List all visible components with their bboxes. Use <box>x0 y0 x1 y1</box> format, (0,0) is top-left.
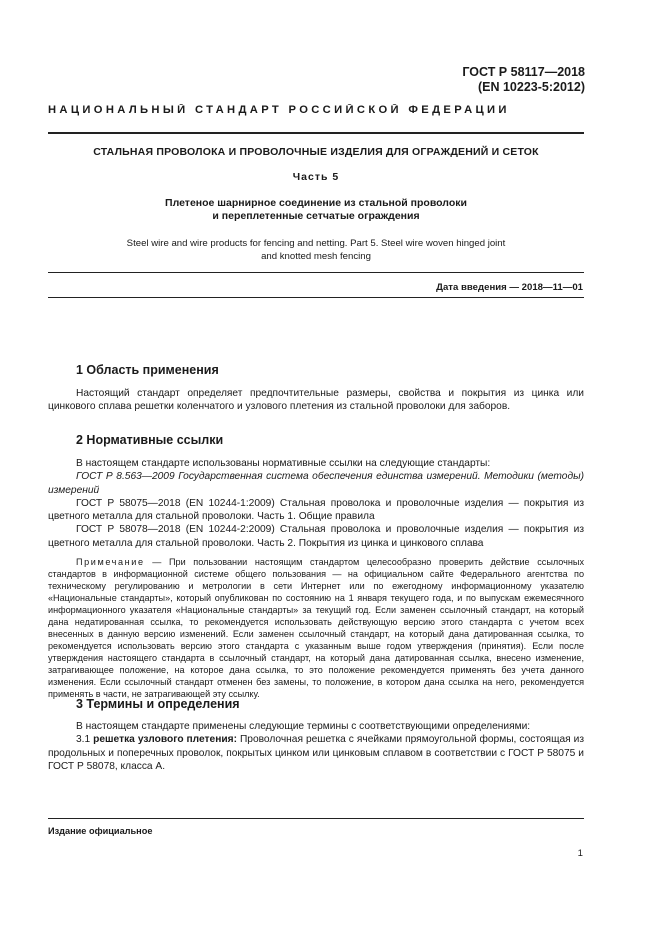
references-intro: В настоящем стандарте использованы нормативные ссылки на следующие стандарты: <box>76 458 491 469</box>
terms-intro: В настоящем стандарте применены следующие термины с соответствующими определениями: <box>76 721 531 732</box>
section-3-heading: 3 Термины и определения <box>76 697 240 711</box>
section-1-body <box>48 387 584 414</box>
term-name: решетка узлового плетения: <box>93 734 237 746</box>
title-divider <box>48 272 584 273</box>
date-divider <box>48 297 584 298</box>
doc-number-en: (EN 10223-5:2012) <box>477 80 585 94</box>
term-text: Проволочная решетка с ячейками прямоугольной формы, состоящая из продольных и поперечных проволок, покрытых цинком или цинковым сплавом в соответствии с ГОСТ Р 58075 и ГОСТ Р 58078, класса А. <box>48 734 584 772</box>
term-definition <box>48 733 584 773</box>
document-number <box>462 65 585 95</box>
section-3-body <box>48 720 584 773</box>
note-label: Примечание <box>76 557 145 567</box>
note-text: — При пользовании настоящим стандартом целесообразно проверить действие ссылочных стандартов в информационной системе общего пользования — на официальном сайте Федерального агентства по техническому регулированию и метрологии в сети Интернет или по ежегодному информационному указателю «Национальные стандарты», который опубликован по состоянию на 1 января текущего года, и по выпускам ежемесячного информационного указателя «Национальные стандарты» за текущий год. Если заменен ссылочный стандарт, на который дана недатированная ссылка, то рекомендуется использовать действующую версию этого стандарта с учетом всех внесенных в данную версию изменений. Если заменен ссылочный стандарт, на который дана датированная ссылка, то рекомендуется использовать версию этого стандарта с указанным выше годом утверждения (принятия). Если после утверждения настоящего стандарта в ссылочный стандарт, на который дана датированная ссылка, внесено изменение, затрагивающее положение, на которое дана ссылка, то это положение рекомендуется применять без учета данного изменения. Если ссылочный стандарт отменен без замены, то положение, в котором дана ссылка на него, рекомендуется применять в части, не затрагивающей эту ссылку. <box>48 557 584 699</box>
section-2-heading: 2 Нормативные ссылки <box>76 433 224 447</box>
header-divider <box>48 132 584 134</box>
part-number: Часть 5 <box>292 171 340 183</box>
section-1-heading: 1 Область применения <box>76 363 219 377</box>
note-block <box>48 556 584 700</box>
english-title-line-1: Steel wire and wire products for fencing and netting. Part 5. Steel wire woven hinged joint <box>126 238 506 249</box>
introduction-date: Дата введения — 2018—11—01 <box>436 282 583 293</box>
standard-title: СТАЛЬНАЯ ПРОВОЛОКА И ПРОВОЛОЧНЫЕ ИЗДЕЛИЯ ДЛЯ ОГРАЖДЕНИЙ И СЕТОК <box>93 146 539 158</box>
subtitle-line-2: и переплетенные сетчатые ограждения <box>212 210 420 222</box>
part-subtitle <box>48 197 584 223</box>
section-2-body <box>48 457 584 550</box>
national-standard-title: НАЦИОНАЛЬНЫЙ СТАНДАРТ РОССИЙСКОЙ ФЕДЕРАЦИИ <box>48 104 510 116</box>
doc-number-ru: ГОСТ Р 58117—2018 <box>462 65 585 79</box>
section-1-text: Настоящий стандарт определяет предпочтительные размеры, свойства и покрытия из цинка или цинкового сплава решетки коленчатого и узлового плетения из стальной проволоки для заборов. <box>48 388 584 413</box>
english-title <box>48 238 584 263</box>
english-title-line-2: and knotted mesh fencing <box>261 250 371 262</box>
subtitle-line-1: Плетеное шарнирное соединение из стальной проволоки <box>165 197 467 209</box>
reference-item: ГОСТ Р 58075—2018 (EN 10244-1:2009) Стальная проволока и проволочные изделия — покрытия из цветного металла для стальной проволоки. Часть 1. Общие правила <box>48 497 584 523</box>
footer-divider <box>48 818 584 819</box>
reference-item: ГОСТ Р 58078—2018 (EN 10244-2:2009) Стальная проволока и проволочные изделия — покрытия из цветного металла для стальной проволоки. Часть 2. Покрытия из цинка и цинкового сплава <box>48 524 584 549</box>
page-number: 1 <box>577 848 583 859</box>
official-edition-label: Издание официальное <box>48 826 153 836</box>
term-number: 3.1 <box>76 734 94 746</box>
reference-item: ГОСТ Р 8.563—2009 Государственная система обеспечения единства измерений. Методики (методы) измерений <box>48 471 584 496</box>
